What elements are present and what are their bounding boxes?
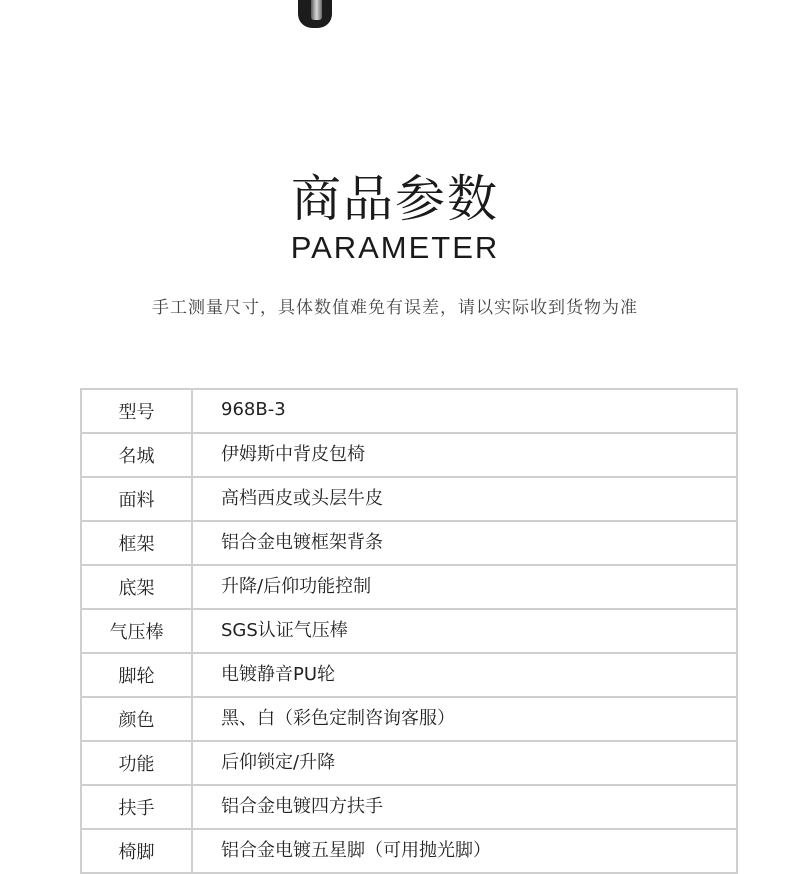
- param-value: 电镀静音PU轮: [192, 653, 737, 697]
- table-row: [81, 389, 737, 433]
- table-row: [81, 609, 737, 653]
- table-row: [81, 785, 737, 829]
- param-key: 脚轮: [81, 653, 192, 697]
- param-key: 气压棒: [81, 609, 192, 653]
- param-key: 型号: [81, 389, 192, 433]
- page-subtitle: PARAMETER: [290, 230, 500, 265]
- param-value: 后仰锁定/升降: [192, 741, 737, 785]
- chair-base-image: [298, 0, 332, 28]
- table-row: [81, 477, 737, 521]
- param-key: 框架: [81, 521, 192, 565]
- param-value: 升降/后仰功能控制: [192, 565, 737, 609]
- table-row: [81, 829, 737, 873]
- param-key: 扶手: [81, 785, 192, 829]
- param-key: 椅脚: [81, 829, 192, 873]
- table-row: [81, 741, 737, 785]
- param-value: 铝合金电镀框架背条: [192, 521, 737, 565]
- param-value: 铝合金电镀四方扶手: [192, 785, 737, 829]
- param-key: 面料: [81, 477, 192, 521]
- param-value: 968B-3: [192, 389, 737, 433]
- page-title: 商品参数: [291, 170, 499, 228]
- table-row: [81, 565, 737, 609]
- param-value: 伊姆斯中背皮包椅: [192, 433, 737, 477]
- chair-base-highlight: [311, 0, 322, 20]
- param-value: 黑、白（彩色定制咨询客服）: [192, 697, 737, 741]
- param-key: 名城: [81, 433, 192, 477]
- param-key: 底架: [81, 565, 192, 609]
- table-row: [81, 521, 737, 565]
- table-row: [81, 697, 737, 741]
- table-row: [81, 433, 737, 477]
- table-row: [81, 653, 737, 697]
- param-value: SGS认证气压棒: [192, 609, 737, 653]
- measurement-note: 手工测量尺寸，具体数值难免有误差，请以实际收到货物为准: [152, 298, 638, 318]
- param-value: 铝合金电镀五星脚（可用抛光脚）: [192, 829, 737, 873]
- param-value: 高档西皮或头层牛皮: [192, 477, 737, 521]
- parameter-table: [80, 388, 738, 874]
- param-key: 颜色: [81, 697, 192, 741]
- param-key: 功能: [81, 741, 192, 785]
